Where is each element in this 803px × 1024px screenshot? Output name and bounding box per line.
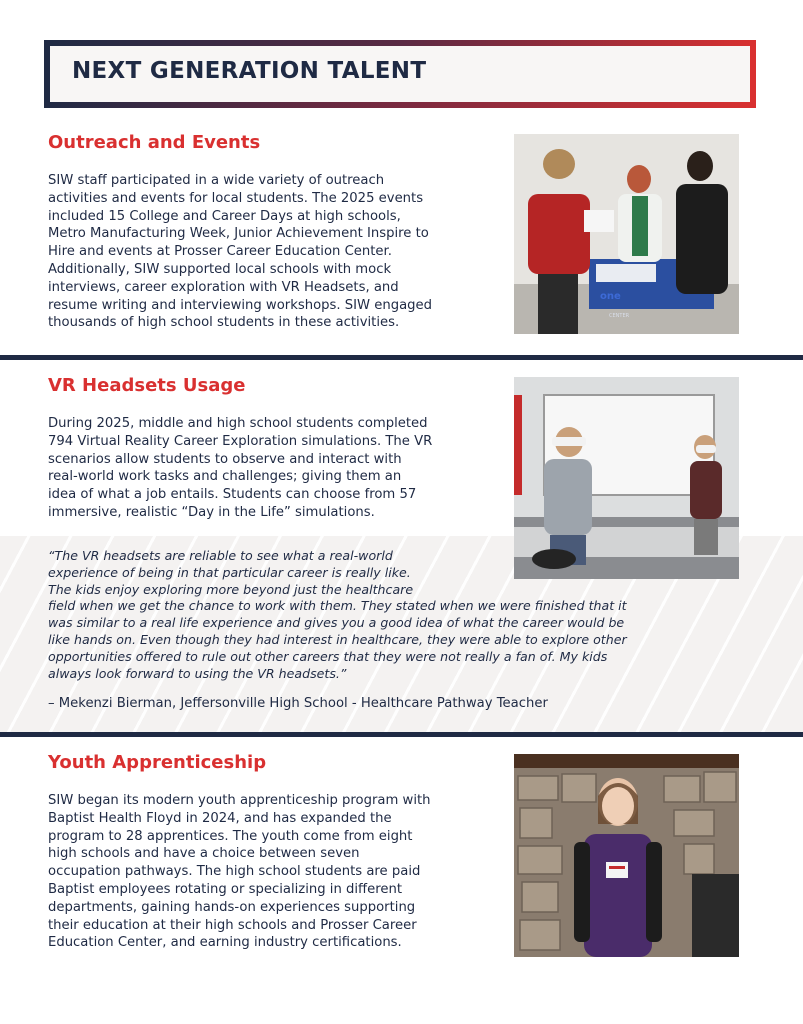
- text-line: included 15 College and Career Days at high schools,: [48, 208, 401, 224]
- text-line: Baptist employees rotating or specializing in different: [48, 881, 403, 897]
- testimonial-quote: [48, 548, 768, 682]
- outreach-photo: [514, 134, 739, 334]
- text-line: activities and events for local students. The 2025 events: [48, 190, 424, 206]
- quote-line: experience of being in that particular career is really like.: [48, 564, 411, 580]
- text-line: 794 Virtual Reality Career Exploration simulations. The VR: [48, 433, 433, 449]
- text-line: SIW began its modern youth apprenticeship program with: [48, 793, 431, 808]
- text-line: thousands of high school students in these activities.: [48, 315, 400, 331]
- quote-line: “The VR headsets are reliable to see what a real-world: [48, 548, 393, 563]
- section-title-vr: VR Headsets Usage: [48, 375, 246, 396]
- text-line: immersive, realistic “Day in the Life” simulations.: [48, 504, 375, 520]
- text-line: Education Center, and earning industry certifications.: [48, 935, 402, 951]
- text-line: high schools and have a choice between seven: [48, 846, 360, 862]
- page-title: NEXT GENERATION TALENT: [72, 58, 427, 84]
- text-line: program to 28 apprentices. The youth come from eight: [48, 828, 413, 844]
- text-line: scenarios allow students to observe and interact with: [48, 451, 402, 467]
- section-title-apprenticeship: Youth Apprenticeship: [48, 752, 267, 773]
- text-line: interviews, career exploration with VR Headsets, and: [48, 279, 399, 295]
- text-line: Hire and events at Prosser Career Education Center.: [48, 244, 392, 260]
- text-line: Metro Manufacturing Week, Junior Achievement Inspire to: [48, 226, 429, 242]
- quote-line: opportunities offered to rule out other careers that they were not really a fan of. My kids: [48, 648, 608, 664]
- text-line: real-world work tasks and challenges; giving them an: [48, 469, 402, 485]
- text-line: departments, gaining hands-on experiences supporting: [48, 899, 416, 915]
- quote-line: like hands on. Even though they had interest in healthcare, they were able to explore other: [48, 631, 627, 647]
- quote-line: field when we get the chance to work with them. They stated when we were finished that it: [48, 598, 627, 614]
- quote-line: always look forward to using the VR headsets.”: [48, 665, 347, 681]
- apprenticeship-photo: [514, 754, 739, 957]
- photo-sign-text-2: CENTER: [609, 313, 630, 319]
- quote-line: The kids enjoy exploring more beyond just the healthcare: [48, 581, 414, 597]
- apprenticeship-body: [48, 792, 508, 952]
- section-title-outreach: Outreach and Events: [48, 132, 261, 153]
- outreach-body: [48, 172, 508, 332]
- text-line: occupation pathways. The high school students are paid: [48, 864, 421, 880]
- text-line: Baptist Health Floyd in 2024, and has expanded the: [48, 810, 392, 826]
- photo-sign-text: one: [600, 291, 621, 302]
- section-divider: [0, 355, 803, 360]
- quote-author: – Mekenzi Bierman, Jeffersonville High School - Healthcare Pathway Teacher: [48, 696, 548, 711]
- quote-line: was similar to a real life experience and gives you a good idea of what the career would be: [48, 615, 625, 631]
- vr-body: [48, 415, 508, 522]
- text-line: resume writing and interviewing workshops. SIW engaged: [48, 297, 433, 313]
- text-line: During 2025, middle and high school students completed: [48, 416, 428, 431]
- text-line: Additionally, SIW supported local schools with mock: [48, 261, 392, 277]
- text-line: idea of what a job entails. Students can choose from 57: [48, 487, 417, 503]
- section-divider: [0, 732, 803, 737]
- text-line: their education at their high schools and Prosser Career: [48, 917, 417, 933]
- text-line: SIW staff participated in a wide variety of outreach: [48, 173, 385, 188]
